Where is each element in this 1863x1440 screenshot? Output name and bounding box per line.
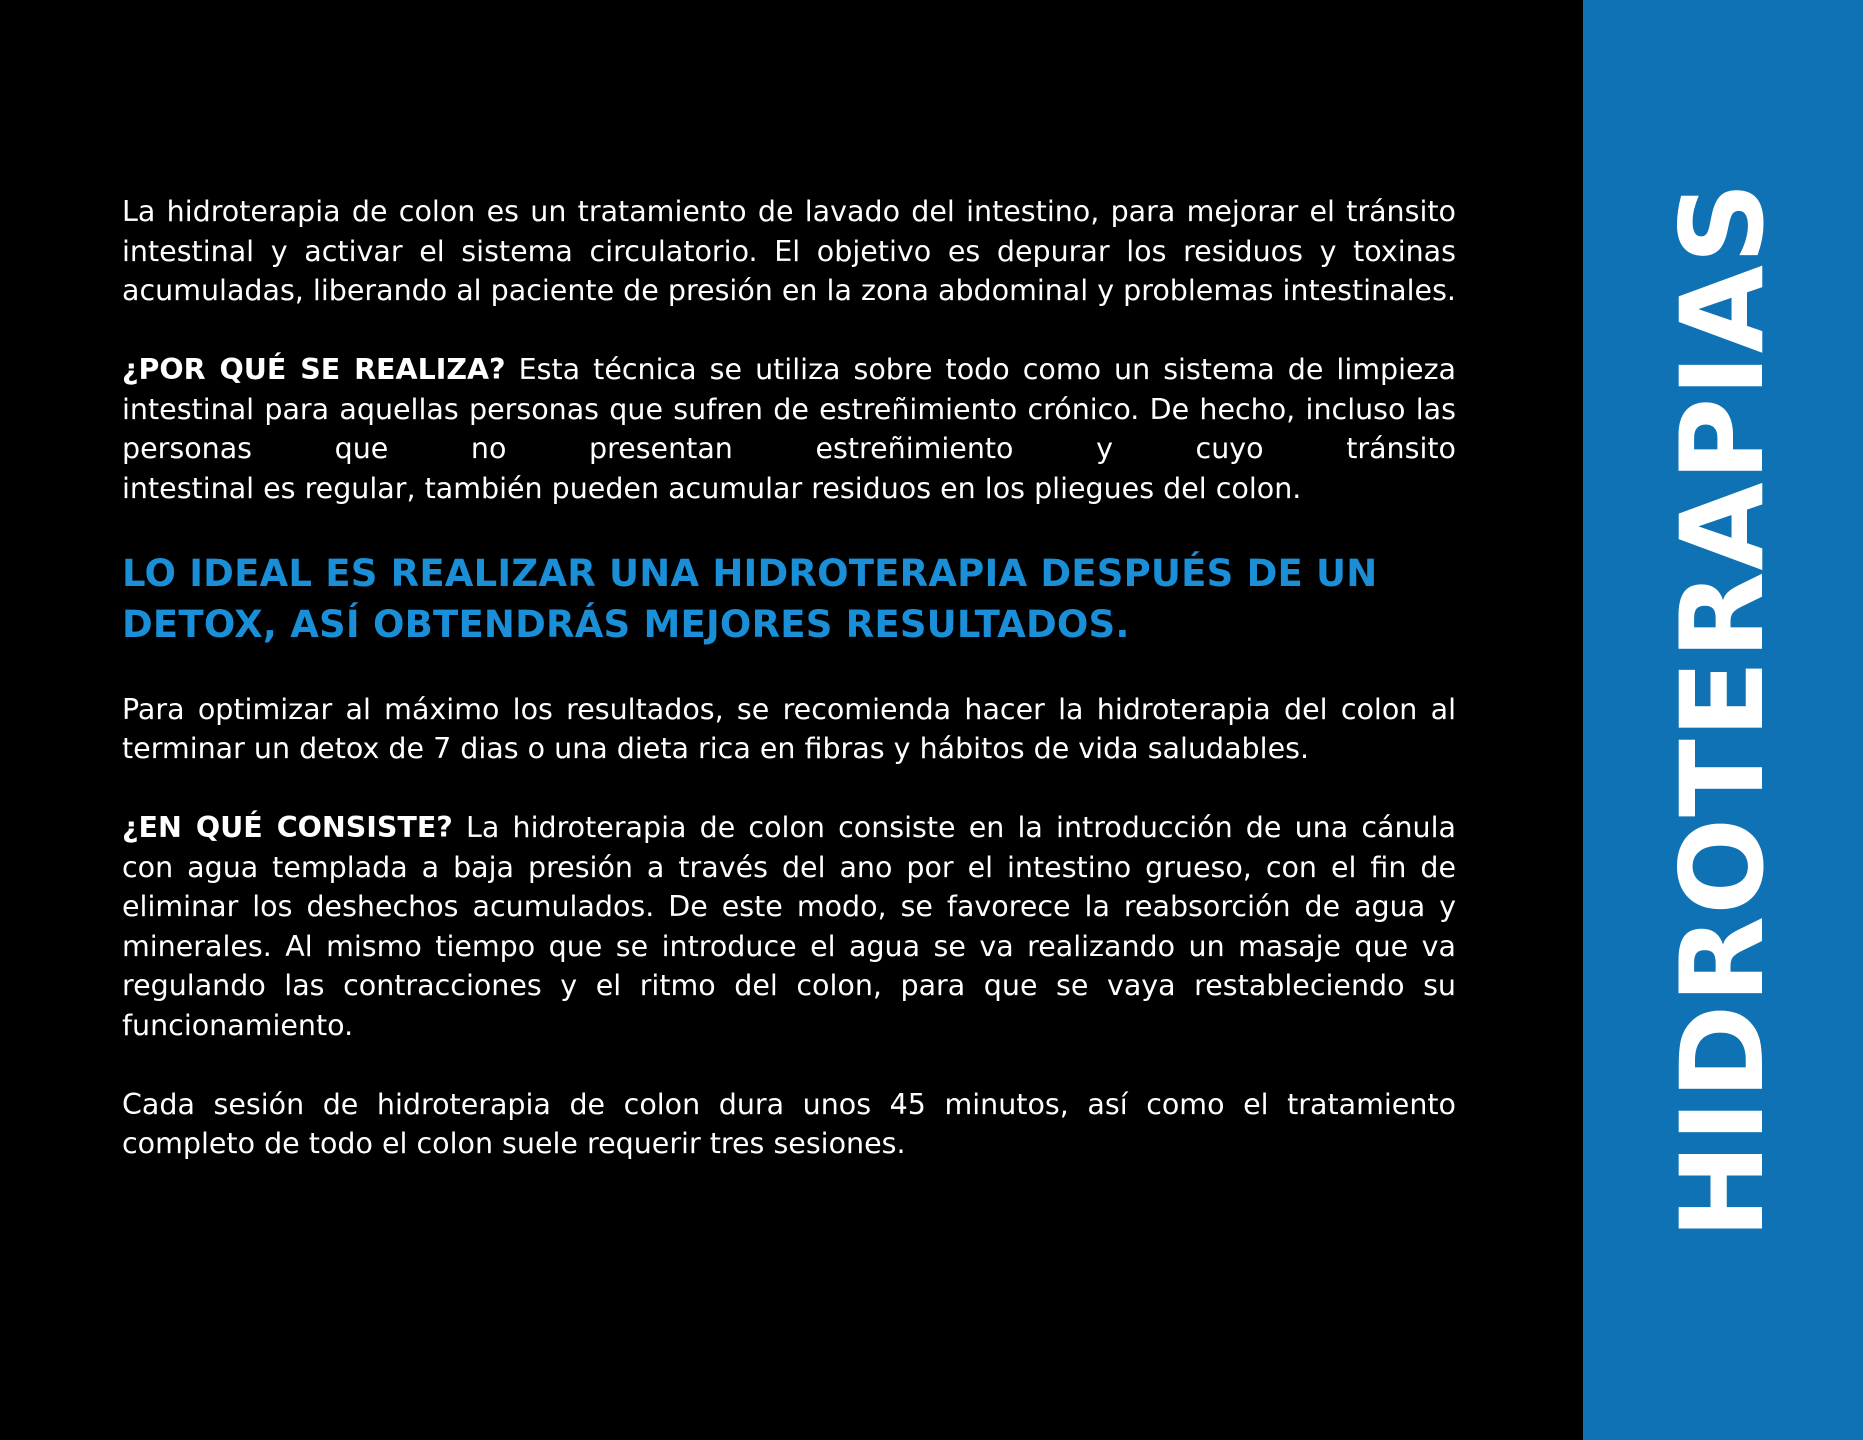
optimize-paragraph bbox=[122, 690, 1456, 769]
intro-text: La hidroterapia de colon es un tratamiento de lavado del intestino, para mejorar el tránsito intestinal y activar el sistema circulatorio. El objetivo es depurar los residuos y toxinas acumuladas, liberando al paciente de presión en la zona abdominal y problemas intestinales. bbox=[122, 195, 1456, 307]
optimize-text: Para optimizar al máximo los resultados, se recomienda hacer la hidroterapia del colon al terminar un detox de 7 dias o una dieta rica en fibras y hábitos de vida saludables. bbox=[122, 692, 1456, 765]
sessions-paragraph bbox=[122, 1085, 1456, 1164]
sidebar-title: HIDROTERAPIAS bbox=[1656, 180, 1789, 1240]
why-body: Esta técnica se utiliza sobre todo como un sistema de limpieza intestinal para aquellas personas que sufren de estreñimiento crónico. De hecho, incluso las personas que no presentan estreñimiento y cuyo tránsito bbox=[122, 353, 1456, 465]
why-last-line: intestinal es regular, también pueden acumular residuos en los pliegues del colon. bbox=[122, 471, 1302, 505]
consists-paragraph bbox=[122, 808, 1456, 1045]
why-paragraph bbox=[122, 350, 1456, 508]
intro-paragraph bbox=[122, 192, 1456, 311]
consists-body: La hidroterapia de colon consiste en la introducción de una cánula con agua templada a baja presión a través del ano por el intestino grueso, con el fin de eliminar los deshechos acumulados. De este modo, se favorece la reabsorción de agua y minerales. Al mismo tiempo que se introduce el agua se va realizando un masaje que va regulando las contracciones y el ritmo del colon, para que se vaya restableciendo su funcionamiento. bbox=[122, 811, 1456, 1042]
highlight-callout: LO IDEAL ES REALIZAR UNA HIDROTERAPIA DESPUÉS DE UN DETOX, ASÍ OBTENDRÁS MEJORES RESULTADOS. bbox=[122, 551, 1378, 646]
main-content bbox=[122, 192, 1456, 1203]
sidebar-band bbox=[1583, 0, 1863, 1440]
why-heading: ¿POR QUÉ SE REALIZA? bbox=[122, 353, 506, 386]
consists-heading: ¿EN QUÉ CONSISTE? bbox=[122, 811, 453, 844]
sessions-text: Cada sesión de hidroterapia de colon dura unos 45 minutos, así como el tratamiento completo de todo el colon suele requerir tres sesiones. bbox=[122, 1087, 1456, 1160]
